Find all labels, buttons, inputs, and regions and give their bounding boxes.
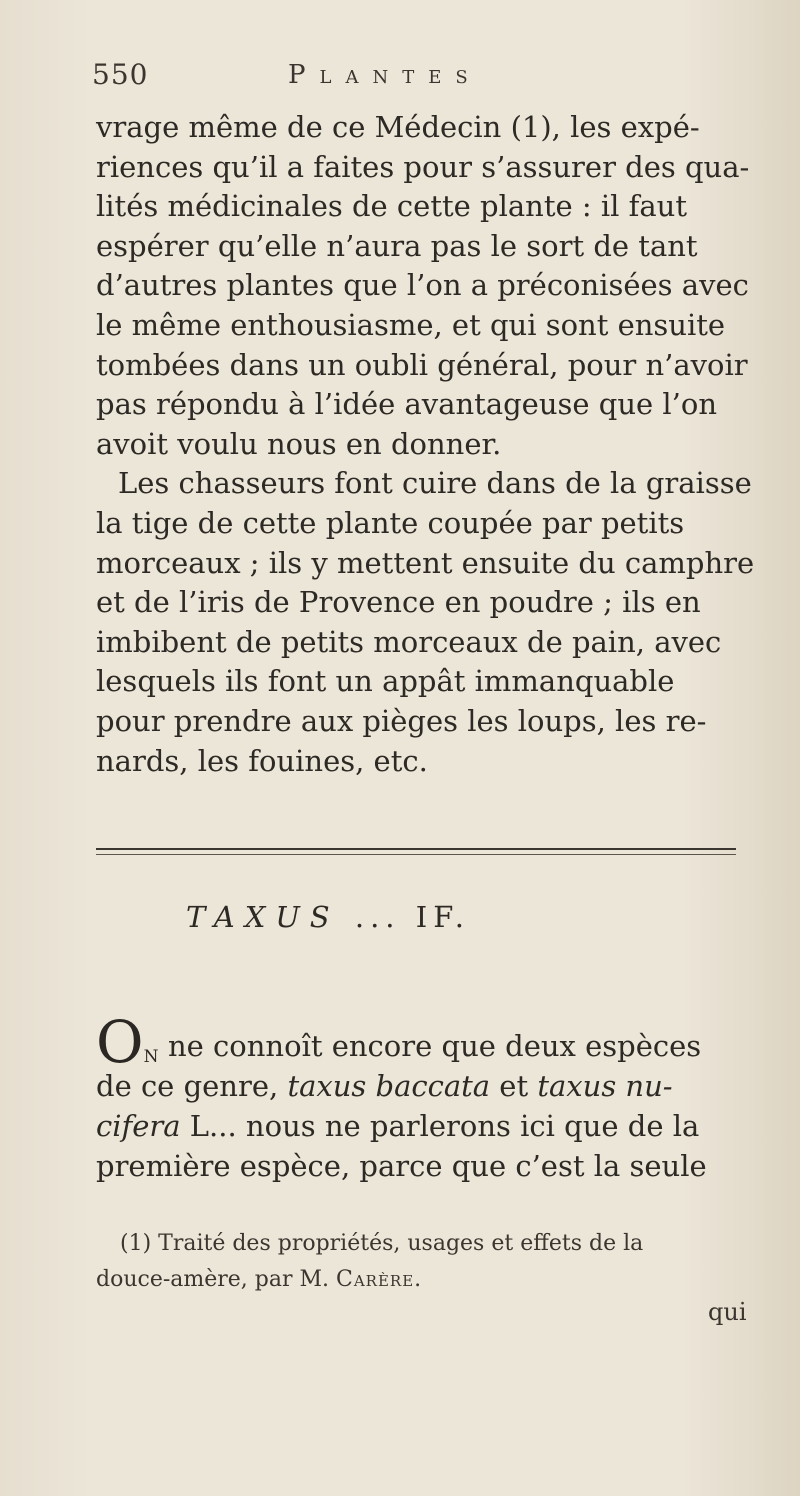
section-divider [96,848,736,860]
text-line: riences qu’il a faites pour s’assurer des qua- [96,149,750,184]
text-line: espérer qu’elle n’aura pas le sort de tant [96,228,698,263]
divider-rule-thin [96,854,736,855]
footnote-line [96,1262,760,1298]
text-line [96,1106,746,1146]
divider-rule-thick [96,848,736,850]
section-body [96,1026,746,1186]
text-line: tombées dans un oubli général, pour n’avoir [96,347,748,382]
running-title: Plantes [288,60,482,90]
section-heading [186,900,606,934]
footnote [96,1226,760,1298]
species-name: taxus baccata [287,1069,491,1103]
text-line: d’autres plantes que l’on a préconisées avec [96,268,749,303]
text-line: pour prendre aux pièges les loups, les re- [96,703,707,738]
text-line: lesquels ils font un appât immanquable [96,664,675,699]
text-run: douce-amère, par M. [96,1267,337,1292]
text-line: avoit voulu nous en donner. [96,426,502,461]
text-line: ne connoît encore que deux espèces [168,1029,702,1063]
text-line: imbibent de petits morceaux de pain, avec [96,624,722,659]
main-text [96,108,755,781]
text-line [96,1066,746,1106]
text-line: morceaux ; ils y mettent ensuite du camphre [96,545,755,580]
catchword: qui [708,1298,747,1326]
drop-cap-letter: O [96,1008,144,1076]
text-line: lités médicinales de cette plante : il faut [96,189,687,224]
drop-cap-rest: n [143,1040,159,1068]
species-name: taxus nu- [537,1069,673,1103]
text-line: première espèce, parce que c’est la seule [96,1149,707,1183]
heading-common-name: ... IF. [354,900,471,934]
footnote-line: (1) Traité des propriétés, usages et effets de la [120,1231,644,1256]
page-number: 550 [92,58,149,91]
text-line: nards, les fouines, etc. [96,743,428,778]
text-line: le même enthousiasme, et qui sont ensuite [96,307,726,342]
text-line: pas répondu à l’idée avantageuse que l’on [96,387,718,422]
author-name: Carère. [336,1267,423,1292]
text-run: et [490,1069,538,1103]
text-line: vrage même de ce Médecin (1), les expé- [96,110,700,144]
text-run: L... nous ne parlerons ici que de la [180,1109,700,1143]
page-header [92,58,652,98]
text-run: de ce genre, [96,1069,288,1103]
heading-genus: TAXUS [186,900,340,934]
species-name: cifera [96,1109,181,1143]
text-line: et de l’iris de Provence en poudre ; ils en [96,585,701,620]
text-line: Les chasseurs font cuire dans de la graisse [118,466,752,501]
text-line: la tige de cette plante coupée par petits [96,505,685,540]
